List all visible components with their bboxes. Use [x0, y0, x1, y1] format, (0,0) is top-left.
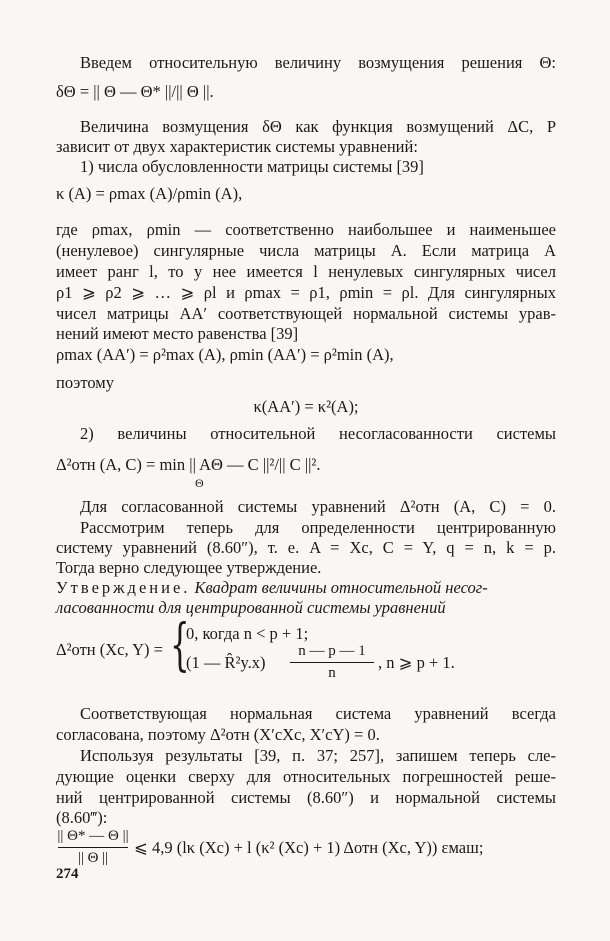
text-line: Рассмотрим теперь для определенности центрированную: [80, 518, 556, 537]
piecewise-fraction-denominator: n: [328, 665, 336, 681]
list-item-1: 1) числа обусловленности матрицы системы [39]: [80, 157, 424, 176]
text-line: Величина возмущения δΘ как функция возмущений ΔC, P: [80, 117, 556, 136]
text-line: дующие оценки сверху для относительных погрешностей реше-: [56, 767, 556, 786]
text-line: (ненулевое) сингулярные числа матрицы A. Если матрица A: [56, 241, 556, 260]
text-line: ρ1 ⩾ ρ2 ⩾ … ⩾ ρl и ρmax = ρ1, ρmin = ρl. Для сингулярных: [56, 283, 556, 302]
text-line: (8.60‴):: [56, 808, 108, 827]
text-line: Введем относительную величину возмущения решения Θ:: [80, 53, 556, 72]
text-line: где ρmax, ρmin — соответственно наибольшее и наименьшее: [56, 220, 556, 239]
text-line: Тогда верно следующее утверждение.: [56, 558, 322, 577]
list-item-2: 2) величины относительной несогласованности системы: [80, 424, 556, 443]
text-line: Соответствующая нормальная система уравнений всегда: [80, 704, 556, 723]
statement-text: Квадрат величины относительной несог-: [194, 578, 488, 597]
text-line: зависит от двух характеристик системы уравнений:: [56, 137, 418, 156]
formula-min-subscript: Θ: [195, 476, 204, 490]
text-line: поэтому: [56, 373, 114, 392]
formula-inconsistency: Δ²отн (A, C) = min || AΘ — C ||²/|| C ||².: [56, 455, 321, 474]
piecewise-lhs: Δ²отн (Xc, Y) =: [56, 640, 163, 659]
text-line: имеет ранг l, то у нее имеется l ненулевых сингулярных чисел: [56, 262, 556, 281]
page-number: 274: [56, 866, 79, 882]
text-line: чисел матрицы AA′ соответствующей нормальной системы урав-: [56, 304, 556, 323]
formula-condition-number: κ (A) = ρmax (A)/ρmin (A),: [56, 184, 243, 203]
statement-heading: Утверждение.: [56, 578, 191, 597]
piecewise-case-1: 0, когда n < p + 1;: [186, 624, 309, 643]
left-brace: {: [170, 613, 190, 678]
fraction-bar: [290, 662, 374, 663]
text-line: Для согласованной системы уравнений Δ²отн (A, C) = 0.: [80, 497, 556, 516]
estimate-denominator: || Θ ||: [77, 850, 109, 866]
text-line: нений имеют место равенства [39]: [56, 324, 299, 343]
statement-line: [56, 578, 556, 598]
formula-delta-theta: δΘ = || Θ — Θ* ||/|| Θ ||.: [56, 82, 214, 101]
text-line: систему уравнений (8.60″), т. е. A = Xc, C = Y, q = n, k = p.: [56, 538, 556, 557]
piecewise-fraction-numerator: n — p — 1: [298, 643, 366, 659]
piecewise-case-2-condition: , n ⩾ p + 1.: [378, 653, 455, 672]
piecewise-case-2-factor: (1 — R̂²y.x): [186, 653, 266, 672]
formula-singular-values: ρmax (AA′) = ρ²max (A), ρmin (AA′) = ρ²min (A),: [56, 345, 394, 364]
estimate-rhs: ⩽ 4,9 (lκ (Xc) + l (κ² (Xc) + 1) Δотн (Xc, Y)) εмаш;: [134, 838, 484, 857]
fraction-bar: [58, 847, 128, 848]
text-line: согласована, поэтому Δ²отн (X′cXc, X′cY) = 0.: [56, 725, 380, 744]
estimate-numerator: || Θ* — Θ ||: [57, 828, 129, 844]
statement-text: ласованности для центрированной системы уравнений: [56, 598, 446, 617]
formula-kappa-squared: κ(AA′) = κ²(A);: [253, 397, 359, 416]
text-line: ний центрированной системы (8.60″) и нормальной системы: [56, 788, 556, 807]
text-line: Используя результаты [39, п. 37; 257], запишем теперь сле-: [80, 746, 556, 765]
